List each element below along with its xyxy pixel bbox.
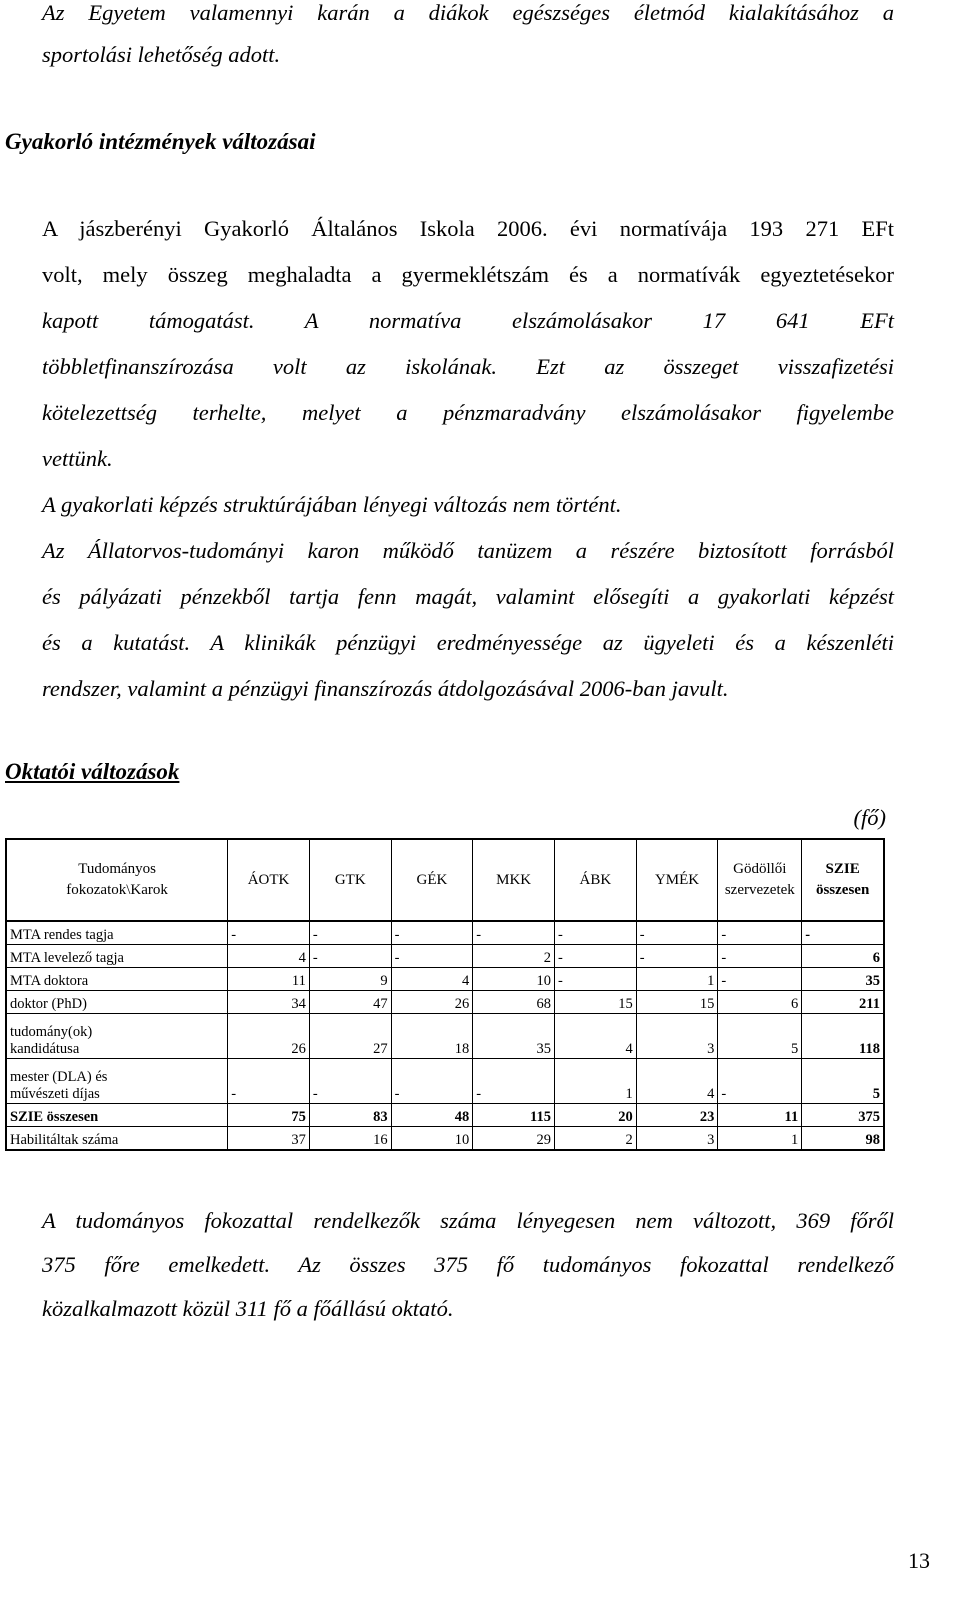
table-cell: - [309,945,391,968]
table-cell: 68 [473,991,555,1014]
table-cell: 20 [555,1104,637,1127]
table-cell: 15 [555,991,637,1014]
row-label: mester (DLA) és művészeti díjas [6,1059,228,1104]
header-col-abk: ÁBK [555,839,637,921]
header-col-aotk: ÁOTK [228,839,310,921]
table-cell: 48 [391,1104,473,1127]
table-row [6,945,884,968]
table-cell: - [555,921,637,945]
para3-line-3: és a kutatást. A klinikák pénzügyi eredményessége az ügyeleti és a készenléti [42,630,894,655]
table-cell: 10 [473,968,555,991]
row-label: doktor (PhD) [6,991,228,1014]
section-title-oktatoi: Oktatói változások [5,759,180,784]
para1-line-3: kapott támogatást. A normatíva elszámolásakor 17 641 EFt [42,308,894,333]
table-cell: 4 [228,945,310,968]
table-cell: - [718,968,802,991]
table-cell: - [228,921,310,945]
table-cell: 375 [858,1109,880,1125]
table-cell: 6 [718,991,802,1014]
header-col-godollo: Gödöllői szervezetek [718,839,802,921]
table-row [6,1127,884,1151]
table-cell: 26 [228,1014,310,1059]
table-cell: - [391,945,473,968]
table-cell: 18 [391,1014,473,1059]
table-cell: - [555,945,637,968]
header-col-ymek: YMÉK [636,839,718,921]
para3-line-1: Az Állatorvos-tudományi karon működő tanüzem a részére biztosított forrásból [42,538,894,563]
table-cell: 75 [228,1104,310,1127]
table-cell: 83 [309,1104,391,1127]
table-header-row [6,839,884,921]
table-cell: 23 [636,1104,718,1127]
table-cell: 9 [309,968,391,991]
table-cell: - [309,1059,391,1104]
table-cell: 5 [718,1014,802,1059]
header-col-total: SZIE összesen [815,861,870,898]
row-label: Habilitáltak száma [6,1127,228,1151]
para1-line-5: kötelezettség terhelte, melyet a pénzmaradvány elszámolásakor figyelembe [42,400,894,425]
intro-line-2: sportolási lehetőség adott. [42,42,281,67]
table-cell: - [805,927,811,943]
table-cell: - [473,921,555,945]
row-label: MTA rendes tagja [6,921,228,945]
table-cell: 35 [865,973,880,989]
table-cell: 34 [228,991,310,1014]
header-col-gek: GÉK [391,839,473,921]
table-cell: 15 [636,991,718,1014]
para4-line-3: közalkalmazott közül 311 fő a főállású oktató. [42,1296,454,1321]
table-cell: 47 [309,991,391,1014]
table-row [6,1104,884,1127]
table-cell: 98 [865,1132,880,1148]
para3-line-4: rendszer, valamint a pénzügyi finanszírozás átdolgozásával 2006-ban javult. [42,676,729,701]
table-cell: - [636,945,718,968]
table-cell: 4 [555,1014,637,1059]
table-cell: - [391,921,473,945]
table-cell: - [309,921,391,945]
table-row [6,1059,884,1104]
para1-line-2: volt, mely összeg meghaladta a gyermeklétszám és a normatívák egyeztetésekor [42,262,894,287]
unit-label: (fő) [853,805,886,830]
table-cell: 11 [718,1104,802,1127]
page-number: 13 [908,1548,930,1573]
table-cell: 5 [872,1086,880,1102]
table-cell: 16 [309,1127,391,1151]
table-cell: 6 [872,950,880,966]
table-cell: 4 [391,968,473,991]
table-cell: 1 [636,968,718,991]
table-row [6,991,884,1014]
table-cell: 211 [859,996,880,1012]
table-cell: - [718,1059,802,1104]
table-cell: - [636,921,718,945]
table-cell: 2 [473,945,555,968]
table-cell: 1 [555,1059,637,1104]
table-row [6,921,884,945]
table-cell: 29 [473,1127,555,1151]
table-cell: 115 [473,1104,555,1127]
header-col-mkk: MKK [473,839,555,921]
row-label: MTA levelező tagja [6,945,228,968]
table-cell: 3 [636,1127,718,1151]
table-cell: 27 [309,1014,391,1059]
para4-line-2: 375 főre emelkedett. Az összes 375 fő tudományos fokozattal rendelkező [42,1252,894,1277]
table-cell: - [228,1059,310,1104]
section-title-gyakorlo: Gyakorló intézmények változásai [5,129,316,154]
para4-line-1: A tudományos fokozattal rendelkezők száma lényegesen nem változott, 369 főről [42,1208,894,1233]
table-cell: 118 [859,1041,880,1057]
table-cell: - [391,1059,473,1104]
table-cell: 26 [391,991,473,1014]
table-row [6,1014,884,1059]
table-cell: - [718,921,802,945]
para1-line-1: A jászberényi Gyakorló Általános Iskola 2006. évi normatívája 193 271 EFt [42,216,894,241]
para1-line-4: többletfinanszírozása volt az iskolának. Ezt az összeget visszafizetési [42,354,894,379]
para2-line: A gyakorlati képzés struktúrájában lényegi változás nem történt. [42,492,622,517]
table-cell: 11 [228,968,310,991]
table-cell: 4 [636,1059,718,1104]
table-cell: 3 [636,1014,718,1059]
intro-line-1: Az Egyetem valamennyi karán a diákok egészséges életmód kialakításához a [42,0,894,25]
para3-line-2: és pályázati pénzekből tartja fenn magát, valamint elősegíti a gyakorlati képzést [42,584,894,609]
table-cell: - [555,968,637,991]
table-cell: 37 [228,1127,310,1151]
row-label: tudomány(ok) kandidátusa [6,1014,228,1059]
header-col-gtk: GTK [309,839,391,921]
para1-line-6: vettünk. [42,446,113,471]
table-cell: - [718,945,802,968]
table-body [6,921,884,1150]
faculty-table [5,838,885,1151]
table-cell: 35 [473,1014,555,1059]
header-corner: Tudományos fokozatok\Karok [6,839,228,921]
table-cell: - [473,1059,555,1104]
table-cell: 1 [718,1127,802,1151]
table-cell: 2 [555,1127,637,1151]
table-cell: 10 [391,1127,473,1151]
row-label: SZIE összesen [6,1104,228,1127]
row-label: MTA doktora [6,968,228,991]
table-row [6,968,884,991]
